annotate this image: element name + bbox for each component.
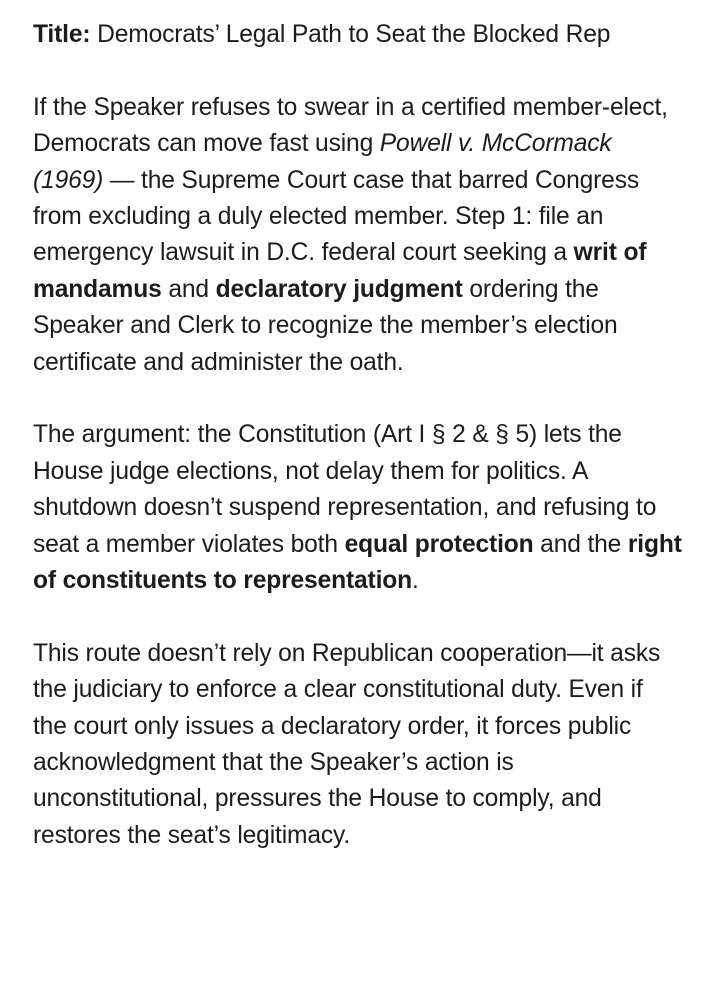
para1-text-4: ordering the Speaker and Clerk to recognize the member’s election certificate and administer the oath. [33,275,618,376]
case-citation: Powell v. McCormack (1969) [33,130,612,194]
para3-text: This route doesn’t rely on Republican cooperation—it asks the judiciary to enforce a clear constitutional duty. Even if the court only issues a declaratory order, it forces public acknowledgment that the Speaker’s action is unconstitutional, pressures the House to comply, and restores the seat’s legitimacy. [33,639,661,849]
title-paragraph [33,17,683,53]
para1-text-2: — the Supreme Court case that barred Congress from excluding a duly elected member. Step 1: file an emergency lawsuit in D.C. federal court seeking a [33,166,639,267]
paragraph-conclusion [33,636,683,854]
para2-text-1: The argument: the Constitution (Art I § 2 & § 5) lets the House judge elections, not delay them for politics. A shutdown doesn’t suspend representation, and refusing to seat a member violates both [33,421,657,558]
para2-text-2: and the [533,530,628,558]
title-label: Title: [33,21,91,48]
para1-text-1: If the Speaker refuses to swear in a certified member-elect, Democrats can move fast using [33,93,668,158]
paragraph-legal-steps [33,90,683,381]
paragraph-argument [33,417,683,599]
title-text: Democrats’ Legal Path to Seat the Blocked Rep [97,21,611,48]
para1-text-3: and [161,275,216,303]
para2-text-3: . [412,567,419,595]
equal-protection-term: equal protection [344,530,534,558]
right-of-representation-term: right of constituents to representation [33,530,682,595]
declaratory-judgment-term: declaratory judgment [215,275,463,303]
writ-of-mandamus-term: writ of mandamus [33,239,647,303]
document-body [33,17,683,854]
